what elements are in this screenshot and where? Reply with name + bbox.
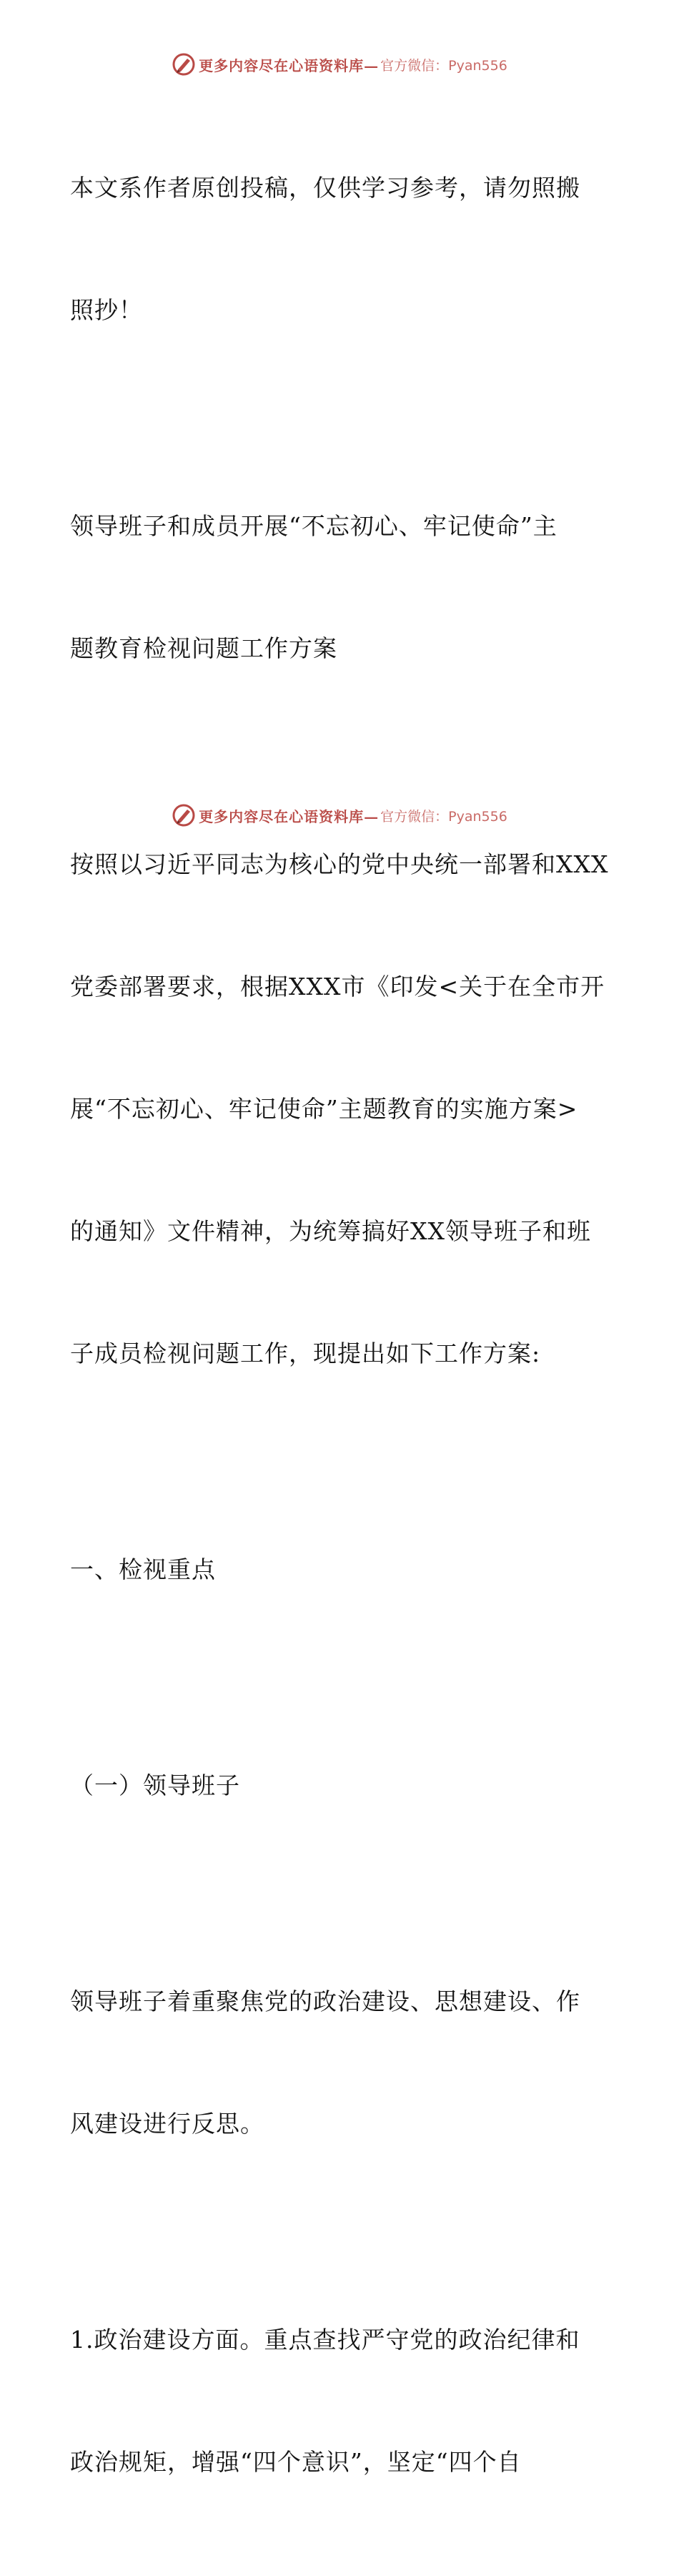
section-heading	[70, 1468, 628, 1671]
pen-logo-icon	[172, 803, 196, 827]
subsection-heading	[70, 1683, 628, 1887]
text-line: 领导班子着重聚焦党的政治建设、思想建设、作	[70, 1987, 580, 2015]
document-body	[70, 86, 628, 2576]
text-line: （一）领导班子	[70, 1771, 240, 1799]
text-line: 本文系作者原创投稿，仅供学习参考，请勿照搬	[70, 174, 580, 202]
banner-title: 更多内容尽在心语资料库—	[199, 807, 380, 825]
header-watermark-banner	[0, 50, 679, 79]
paragraph-title	[70, 424, 628, 750]
paragraph-political	[70, 2238, 628, 2564]
text-line: 一、检视重点	[70, 1555, 216, 1583]
banner-contact: 官方微信：Pyan556	[380, 57, 507, 74]
text-line: 政治规矩，增强“四个意识”，坚定“四个自	[70, 2448, 522, 2476]
banner-contact: 官方微信：Pyan556	[380, 808, 507, 825]
text-line: 1.政治建设方面。重点查找严守党的政治纪律和	[70, 2326, 580, 2354]
banner-title: 更多内容尽在心语资料库—	[199, 56, 380, 74]
text-line: 党委部署要求，根据XXX市《印发<关于在全市开	[70, 973, 605, 1001]
text-line: 子成员检视问题工作，现提出如下工作方案:	[70, 1339, 541, 1367]
text-line: 的通知》文件精神，为统筹搞好XX领导班子和班	[70, 1217, 591, 1245]
paragraph-focus	[70, 1899, 628, 2226]
text-line: 题教育检视问题工作方案	[70, 634, 337, 662]
paragraph-disclaimer	[70, 86, 628, 412]
text-line: 风建设进行反思。	[70, 2110, 264, 2138]
paragraph-intro	[70, 762, 628, 1455]
pen-logo-icon	[172, 52, 196, 77]
text-line: 照抄！	[70, 296, 143, 324]
footer-watermark-banner	[0, 801, 679, 830]
text-line: 展“不忘初心、牢记使命”主题教育的实施方案>	[70, 1095, 578, 1123]
text-line: 按照以习近平同志为核心的党中央统一部署和XXX	[70, 850, 609, 878]
text-line: 领导班子和成员开展“不忘初心、牢记使命”主	[70, 512, 557, 540]
